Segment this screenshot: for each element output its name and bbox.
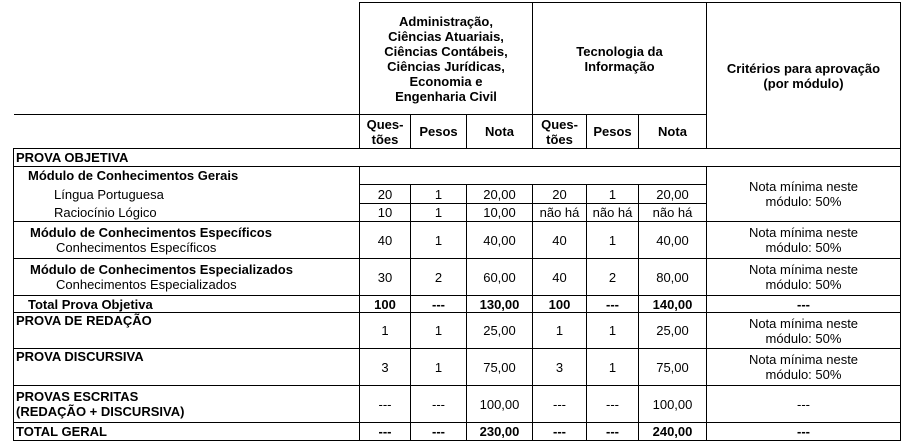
row-discursiva-label: PROVA DISCURSIVA	[14, 349, 360, 386]
cell: 1	[587, 313, 639, 349]
row-total-objetiva-label: Total Prova Objetiva	[14, 296, 360, 313]
cell: 20,00	[467, 185, 533, 204]
header-group-admin: Administração, Ciências Atuariais, Ciências Contábeis, Ciências Jurídicas, Economia e Engenharia Civil	[360, 3, 533, 115]
cell: ---	[411, 386, 467, 423]
cell: 25,00	[467, 313, 533, 349]
cell: 75,00	[467, 349, 533, 386]
row-especializados-sub: Conhecimentos Especializados	[56, 277, 237, 292]
row-escritas-label: PROVAS ESCRITAS (REDAÇÃO + DISCURSIVA)	[14, 386, 360, 423]
header-pesos-1: Pesos	[411, 115, 467, 149]
criteria-discursiva: Nota mínima neste módulo: 50%	[707, 349, 901, 386]
cell: 75,00	[639, 349, 707, 386]
cell: 240,00	[639, 423, 707, 441]
cell: 1	[587, 349, 639, 386]
cell: ---	[587, 423, 639, 441]
cell: ---	[533, 386, 587, 423]
header-questoes-1: Ques- tões	[360, 115, 411, 149]
cell: 100	[360, 296, 411, 313]
cell: 40	[533, 222, 587, 259]
cell: 230,00	[467, 423, 533, 441]
header-nota-1: Nota	[467, 115, 533, 149]
section-prova-objetiva: PROVA OBJETIVA	[14, 149, 901, 167]
cell: 40,00	[639, 222, 707, 259]
module-especificos-title: Módulo de Conhecimentos Específicos	[30, 225, 272, 240]
criteria-redacao: Nota mínima neste módulo: 50%	[707, 313, 901, 349]
row-especificos-label	[14, 222, 360, 259]
cell: 3	[533, 349, 587, 386]
row-total-geral-label: TOTAL GERAL	[14, 423, 360, 441]
criteria-total-geral: ---	[707, 423, 901, 441]
exam-scoring-table	[13, 2, 901, 441]
cell: 40,00	[467, 222, 533, 259]
cell: 60,00	[467, 259, 533, 296]
cell: 1	[411, 185, 467, 204]
cell: não há	[587, 204, 639, 222]
cell: 1	[587, 222, 639, 259]
empty-corner-cell	[14, 3, 360, 115]
header-group-ti: Tecnologia da Informação	[533, 3, 707, 115]
empty-corner-cell	[14, 115, 360, 149]
cell: 20	[533, 185, 587, 204]
cell: ---	[411, 296, 467, 313]
row-especificos-sub: Conhecimentos Específicos	[56, 240, 217, 255]
cell: 100,00	[639, 386, 707, 423]
cell: 1	[411, 222, 467, 259]
cell: 100	[533, 296, 587, 313]
cell: 10,00	[467, 204, 533, 222]
cell: não há	[533, 204, 587, 222]
cell: ---	[411, 423, 467, 441]
cell: 1	[587, 185, 639, 204]
row-raciocinio-label: Raciocínio Lógico	[14, 204, 360, 222]
criteria-escritas: ---	[707, 386, 901, 423]
cell: 20,00	[639, 185, 707, 204]
cell: ---	[533, 423, 587, 441]
cell: 25,00	[639, 313, 707, 349]
cell: 100,00	[467, 386, 533, 423]
criteria-gerais: Nota mínima neste módulo: 50%	[707, 167, 901, 222]
header-questoes-2: Ques- tões	[533, 115, 587, 149]
cell: 2	[587, 259, 639, 296]
cell: ---	[360, 423, 411, 441]
row-redacao-label: PROVA DE REDAÇÃO	[14, 313, 360, 349]
header-nota-2: Nota	[639, 115, 707, 149]
criteria-especificos: Nota mínima neste módulo: 50%	[707, 222, 901, 259]
cell: 80,00	[639, 259, 707, 296]
cell: 130,00	[467, 296, 533, 313]
cell: 1	[411, 313, 467, 349]
cell: 140,00	[639, 296, 707, 313]
cell: 30	[360, 259, 411, 296]
cell: 2	[411, 259, 467, 296]
module-especializados-title: Módulo de Conhecimentos Especializados	[30, 262, 293, 277]
row-especializados-label	[14, 259, 360, 296]
cell: 1	[360, 313, 411, 349]
module-gerais-title: Módulo de Conhecimentos Gerais	[14, 167, 360, 185]
module-gerais-blank	[360, 167, 707, 185]
row-lingua-label: Língua Portuguesa	[14, 185, 360, 204]
header-pesos-2: Pesos	[587, 115, 639, 149]
cell: 1	[411, 349, 467, 386]
cell: 3	[360, 349, 411, 386]
criteria-total-objetiva: ---	[707, 296, 901, 313]
cell: 1	[533, 313, 587, 349]
criteria-especializados: Nota mínima neste módulo: 50%	[707, 259, 901, 296]
cell: não há	[639, 204, 707, 222]
cell: ---	[587, 386, 639, 423]
cell: 1	[411, 204, 467, 222]
cell: 20	[360, 185, 411, 204]
cell: ---	[360, 386, 411, 423]
cell: 40	[360, 222, 411, 259]
cell: ---	[587, 296, 639, 313]
header-criteria: Critérios para aprovação (por módulo)	[707, 3, 901, 149]
cell: 40	[533, 259, 587, 296]
cell: 10	[360, 204, 411, 222]
